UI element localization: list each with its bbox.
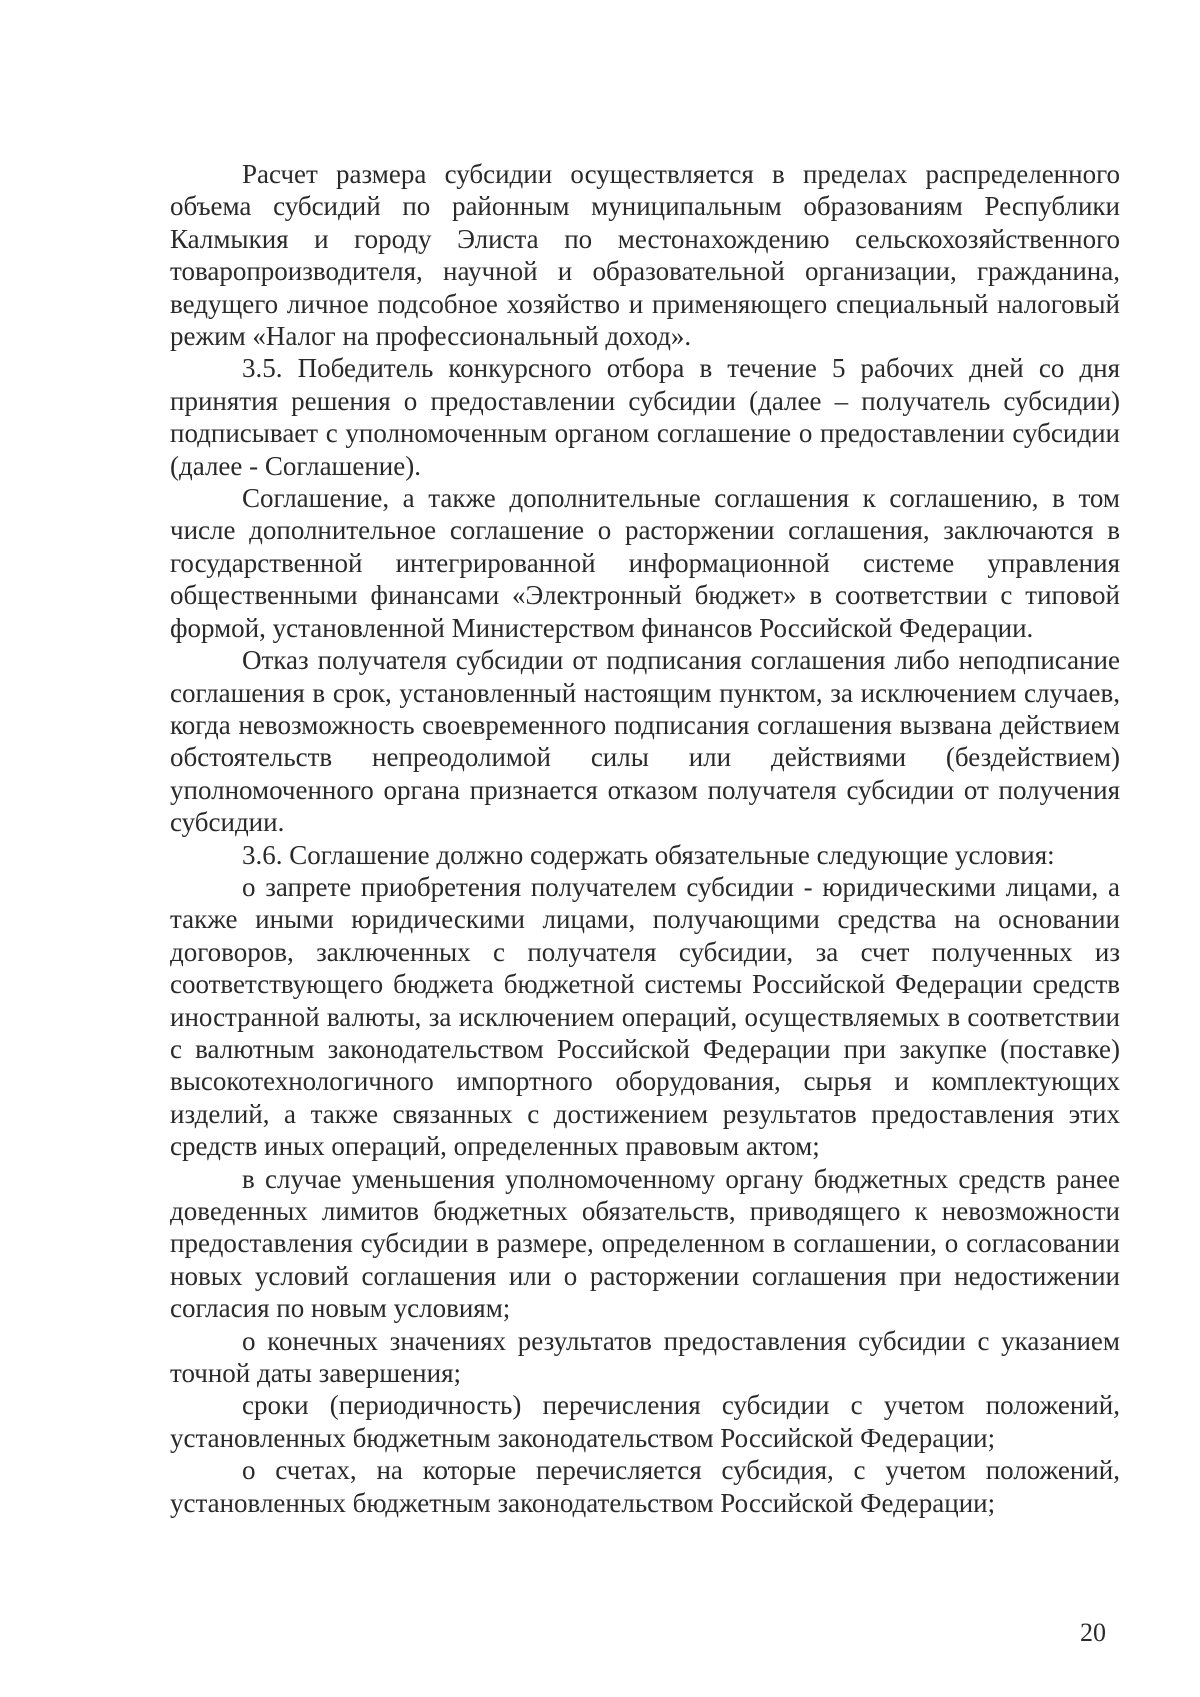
paragraph-3-5-winner-agreement: 3.5. Победитель конкурсного отбора в течение 5 рабочих дней со дня принятия решения о предоставлении субсидии (далее – получатель субсидии) подписывает с уполномоченным органом соглашение о предоставлении субсидии (далее - Соглашение). [170,353,1120,481]
paragraph-subsidy-calculation: Расчет размера субсидии осуществляется в пределах распределенного объема субсидий по районным муниципальным образованиям Республики Калмыкия и городу Элиста по местонахождению сельскохозяйственного товаропроизводителя, научной и образовательной организации, гражданина, ведущего личное подсобное хозяйство и применяющего специальный налоговый режим «Налог на профессиональный доход». [170,159,1120,352]
paragraph-final-results: о конечных значениях результатов предоставления субсидии с указанием точной даты завершения; [170,1325,1120,1389]
paragraph-accounts: о счетах, на которые перечисляется субсидия, с учетом положений, установленных бюджетным законодательством Российской Федерации; [170,1455,1120,1518]
paragraph-budget-reduction: в случае уменьшения уполномоченному органу бюджетных средств ранее доведенных лимитов бюджетных обязательств, приводящего к невозможности предоставления субсидии в размере, определенном в соглашении, о согласовании новых условий соглашения или о расторжении соглашения при недостижении согласия по новым условиям; [170,1163,1120,1324]
paragraph-refusal-to-sign: Отказ получателя субсидии от подписания соглашения либо неподписание соглашения в срок, установленный настоящим пунктом, за исключением случаев, когда невозможность своевременного подписания соглашения вызвана действием обстоятельств непреодолимой силы или действиями (бездействием) уполномоченного органа признается отказом получателя субсидии от получения субсидии. [170,645,1120,838]
paragraph-transfer-terms: сроки (периодичность) перечисления субсидии с учетом положений, установленных бюджетным законодательством Российской Федерации; [170,1390,1120,1453]
document-body [170,158,1120,1519]
page-number: 20 [1080,1618,1106,1647]
paragraph-foreign-currency-prohibition: о запрете приобретения получателем субсидии - юридическими лицами, а также иными юридическими лицами, получающими средства на основании договоров, заключенных с получателя субсидии, за счет полученных из соответствующего бюджета бюджетной системы Российской Федерации средств иностранной валюты, за исключением операций, осуществляемых в соответствии с валютным законодательством Российской Федерации при закупке (поставке) высокотехнологичного импортного оборудования, сырья и комплектующих изделий, а также связанных с достижением результатов предоставления этих средств иных операций, определенных правовым актом; [170,871,1120,1162]
paragraph-agreement-electronic-budget: Соглашение, а также дополнительные соглашения к соглашению, в том числе дополнительное соглашение о расторжении соглашения, заключаются в государственной интегрированной информационной системе управления общественными финансами «Электронный бюджет» в соответствии с типовой формой, установленной Министерством финансов Российской Федерации. [170,483,1120,643]
paragraph-3-6-mandatory-conditions: 3.6. Соглашение должно содержать обязательные следующие условия: [242,839,1055,870]
